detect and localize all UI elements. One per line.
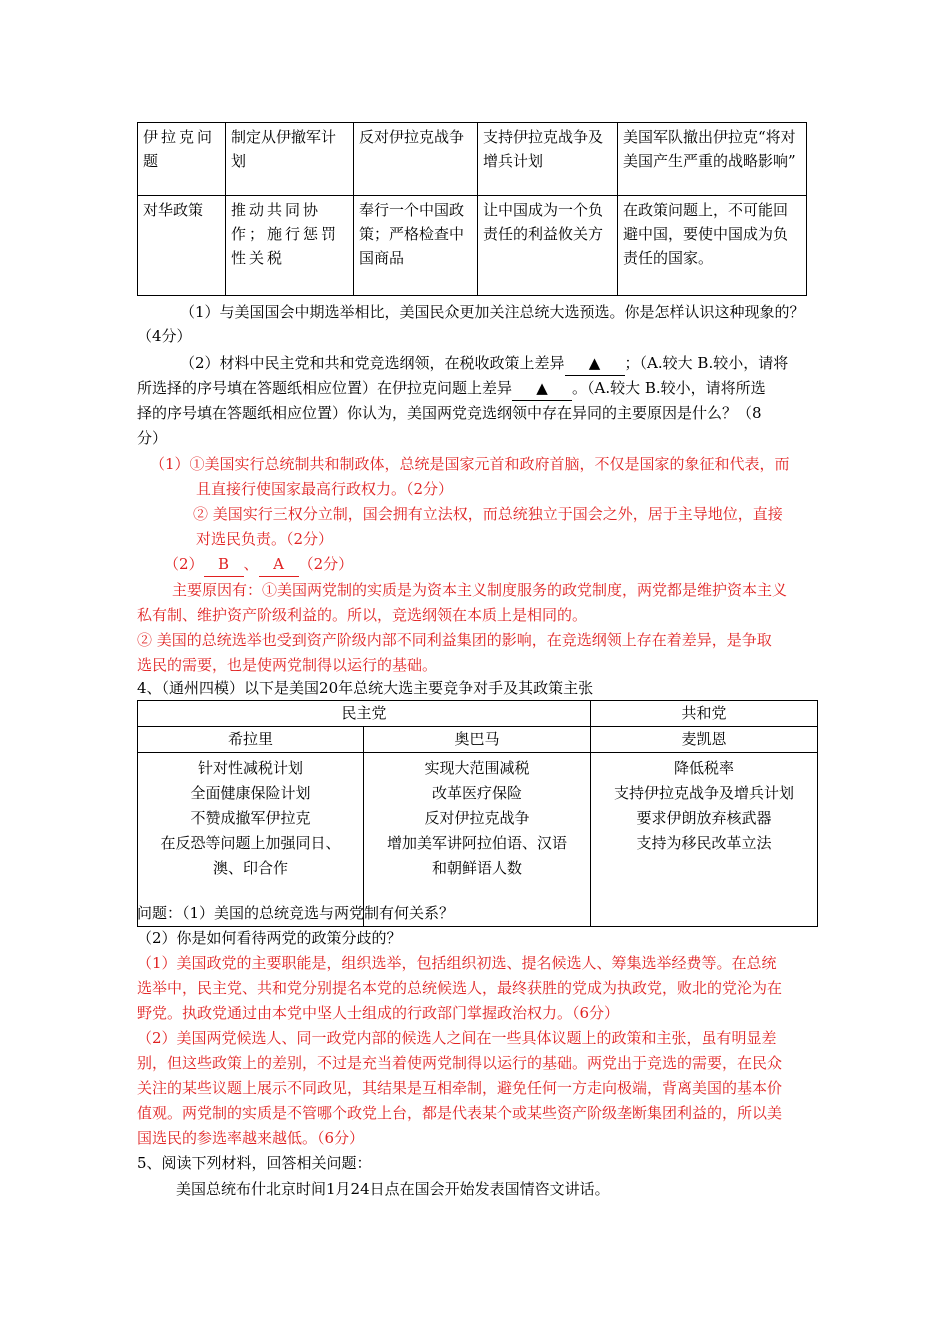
answer-text: 别，但这些政策上的差别，不过是充当着使两党制得以运行的基础。两党出于竞选的需要，在民众 <box>137 1054 783 1072</box>
answer-blank: ▲ <box>565 351 625 376</box>
candidate-name: 麦凯恩 <box>591 727 818 753</box>
answer-text: （1）①美国实行总统制共和制政体，总统是国家元首和政府首脑，不仅是国家的象征和代表，而 <box>150 455 790 473</box>
answer-choices: （2） B 、 A （2分） <box>164 552 904 577</box>
answer-text: 对选民负责。（2分） <box>196 530 334 548</box>
row-label: 对华政策 <box>138 196 226 296</box>
policy-table-1 <box>137 122 807 296</box>
policy-list: 实现大范围减税 改革医疗保险 反对伊拉克战争 增加美军讲阿拉伯语、汉语 和朝鲜语人数 <box>364 753 591 927</box>
question-2-line-2: 所选择的序号填在答题纸相应位置）在伊拉克问题上差异 ▲ 。（A.较大 B.较小，请将所选 <box>137 376 877 401</box>
question-1-line: （1）与美国国会中期选举相比，美国民众更加关注总统大选预选。你是怎样认识这种现象的？ <box>180 303 805 321</box>
table-cell: 美国军队撤出伊拉克“将对美国产生严重的战略影响” <box>618 123 807 196</box>
table-cell: 制定从伊撤军计划 <box>226 123 354 196</box>
question-5-text: 美国总统布什北京时间1月24日点在国会开始发表国情咨文讲话。 <box>176 1180 610 1198</box>
policy-list: 降低税率 支持伊拉克战争及增兵计划 要求伊朗放弃核武器 支持为移民改革立法 <box>591 753 818 927</box>
question-4-q1: 问题：（1）美国的总统竞选与两党制有何关系？ <box>137 904 455 922</box>
candidate-name: 希拉里 <box>138 727 364 753</box>
answer-text: 选举中，民主党、共和党分别提名本党的总统候选人，最终获胜的党成为执政党，败北的党沦为在 <box>137 979 783 997</box>
table-cell: 奉行一个中国政策；严格检查中国商品 <box>354 196 478 296</box>
answer-text: 且直接行使国家最高行政权力。（2分） <box>196 480 454 498</box>
question-2-line-4: 分） <box>137 429 168 447</box>
table-cell: 让中国成为一个负责任的利益攸关方 <box>478 196 618 296</box>
table-cell: 推动共同协作；施行惩罚性关税 <box>226 196 354 296</box>
answer-text: 国选民的参选率越来越低。（6分） <box>137 1129 365 1147</box>
question-4-title: 4、（通州四模）以下是美国20年总统大选主要竞争对手及其政策主张 <box>137 679 594 697</box>
question-2-line-3: 择的序号填在答题纸相应位置）你认为，美国两党竞选纲领中存在异同的主要原因是什么？（8 <box>137 404 762 422</box>
answer-blank: ▲ <box>512 376 572 401</box>
question-5-title: 5、阅读下列材料，回答相关问题： <box>137 1154 372 1172</box>
answer-text: （2）美国两党候选人、同一政党内部的候选人之间在一些具体议题上的政策和主张，虽有明显差 <box>137 1029 777 1047</box>
answer-text: ② 美国实行三权分立制，国会拥有立法权，而总统独立于国会之外，居于主导地位，直接 <box>193 505 783 523</box>
party-republican: 共和党 <box>591 701 818 727</box>
answer-text: 关注的某些议题上展示不同政见，其结果是互相牵制，避免任何一方走向极端，背离美国的基本价 <box>137 1079 783 1097</box>
row-label: 伊拉克问题 <box>138 123 226 196</box>
candidates-table <box>137 700 818 927</box>
question-2-line-1: （2）材料中民主党和共和党竞选纲领，在税收政策上差异 ▲ ；（A.较大 B.较小，请将 <box>180 351 920 376</box>
party-democratic: 民主党 <box>138 701 591 727</box>
table-row <box>138 727 818 753</box>
answer-text: 选民的需要，也是使两党制得以运行的基础。 <box>137 656 438 674</box>
table-cell: 在政策问题上，不可能回避中国，要使中国成为负责任的国家。 <box>618 196 807 296</box>
table-cell: 支持伊拉克战争及增兵计划 <box>478 123 618 196</box>
candidate-name: 奥巴马 <box>364 727 591 753</box>
answer-text: （1）美国政党的主要职能是，组织选举，包括组织初选、提名候选人、筹集选举经费等。在总统 <box>137 954 777 972</box>
answer-text: 主要原因有：①美国两党制的实质是为资本主义制度服务的政党制度，两党都是维护资本主义 <box>172 581 788 599</box>
answer-text: ② 美国的总统选举也受到资产阶级内部不同利益集团的影响，在竞选纲领上存在着差异，是争取 <box>137 631 772 649</box>
policy-list: 针对性减税计划 全面健康保险计划 不赞成撤军伊拉克 在反恐等问题上加强同日、 澳、印合作 <box>138 753 364 927</box>
question-4-q2: （2）你是如何看待两党的政策分歧的？ <box>137 929 402 947</box>
table-row <box>138 701 818 727</box>
table-row <box>138 196 807 296</box>
answer-text: 野党。执政党通过由本党中坚人士组成的行政部门掌握政治权力。（6分） <box>137 1004 620 1022</box>
answer-text: 私有制、维护资产阶级利益的。所以，竞选纲领在本质上是相同的。 <box>137 606 588 624</box>
answer-text: 值观。两党制的实质是不管哪个政党上台，都是代表某个或某些资产阶级垄断集团利益的，所以美 <box>137 1104 783 1122</box>
table-cell: 反对伊拉克战争 <box>354 123 478 196</box>
question-1-score: （4分） <box>137 327 192 345</box>
table-row <box>138 123 807 196</box>
